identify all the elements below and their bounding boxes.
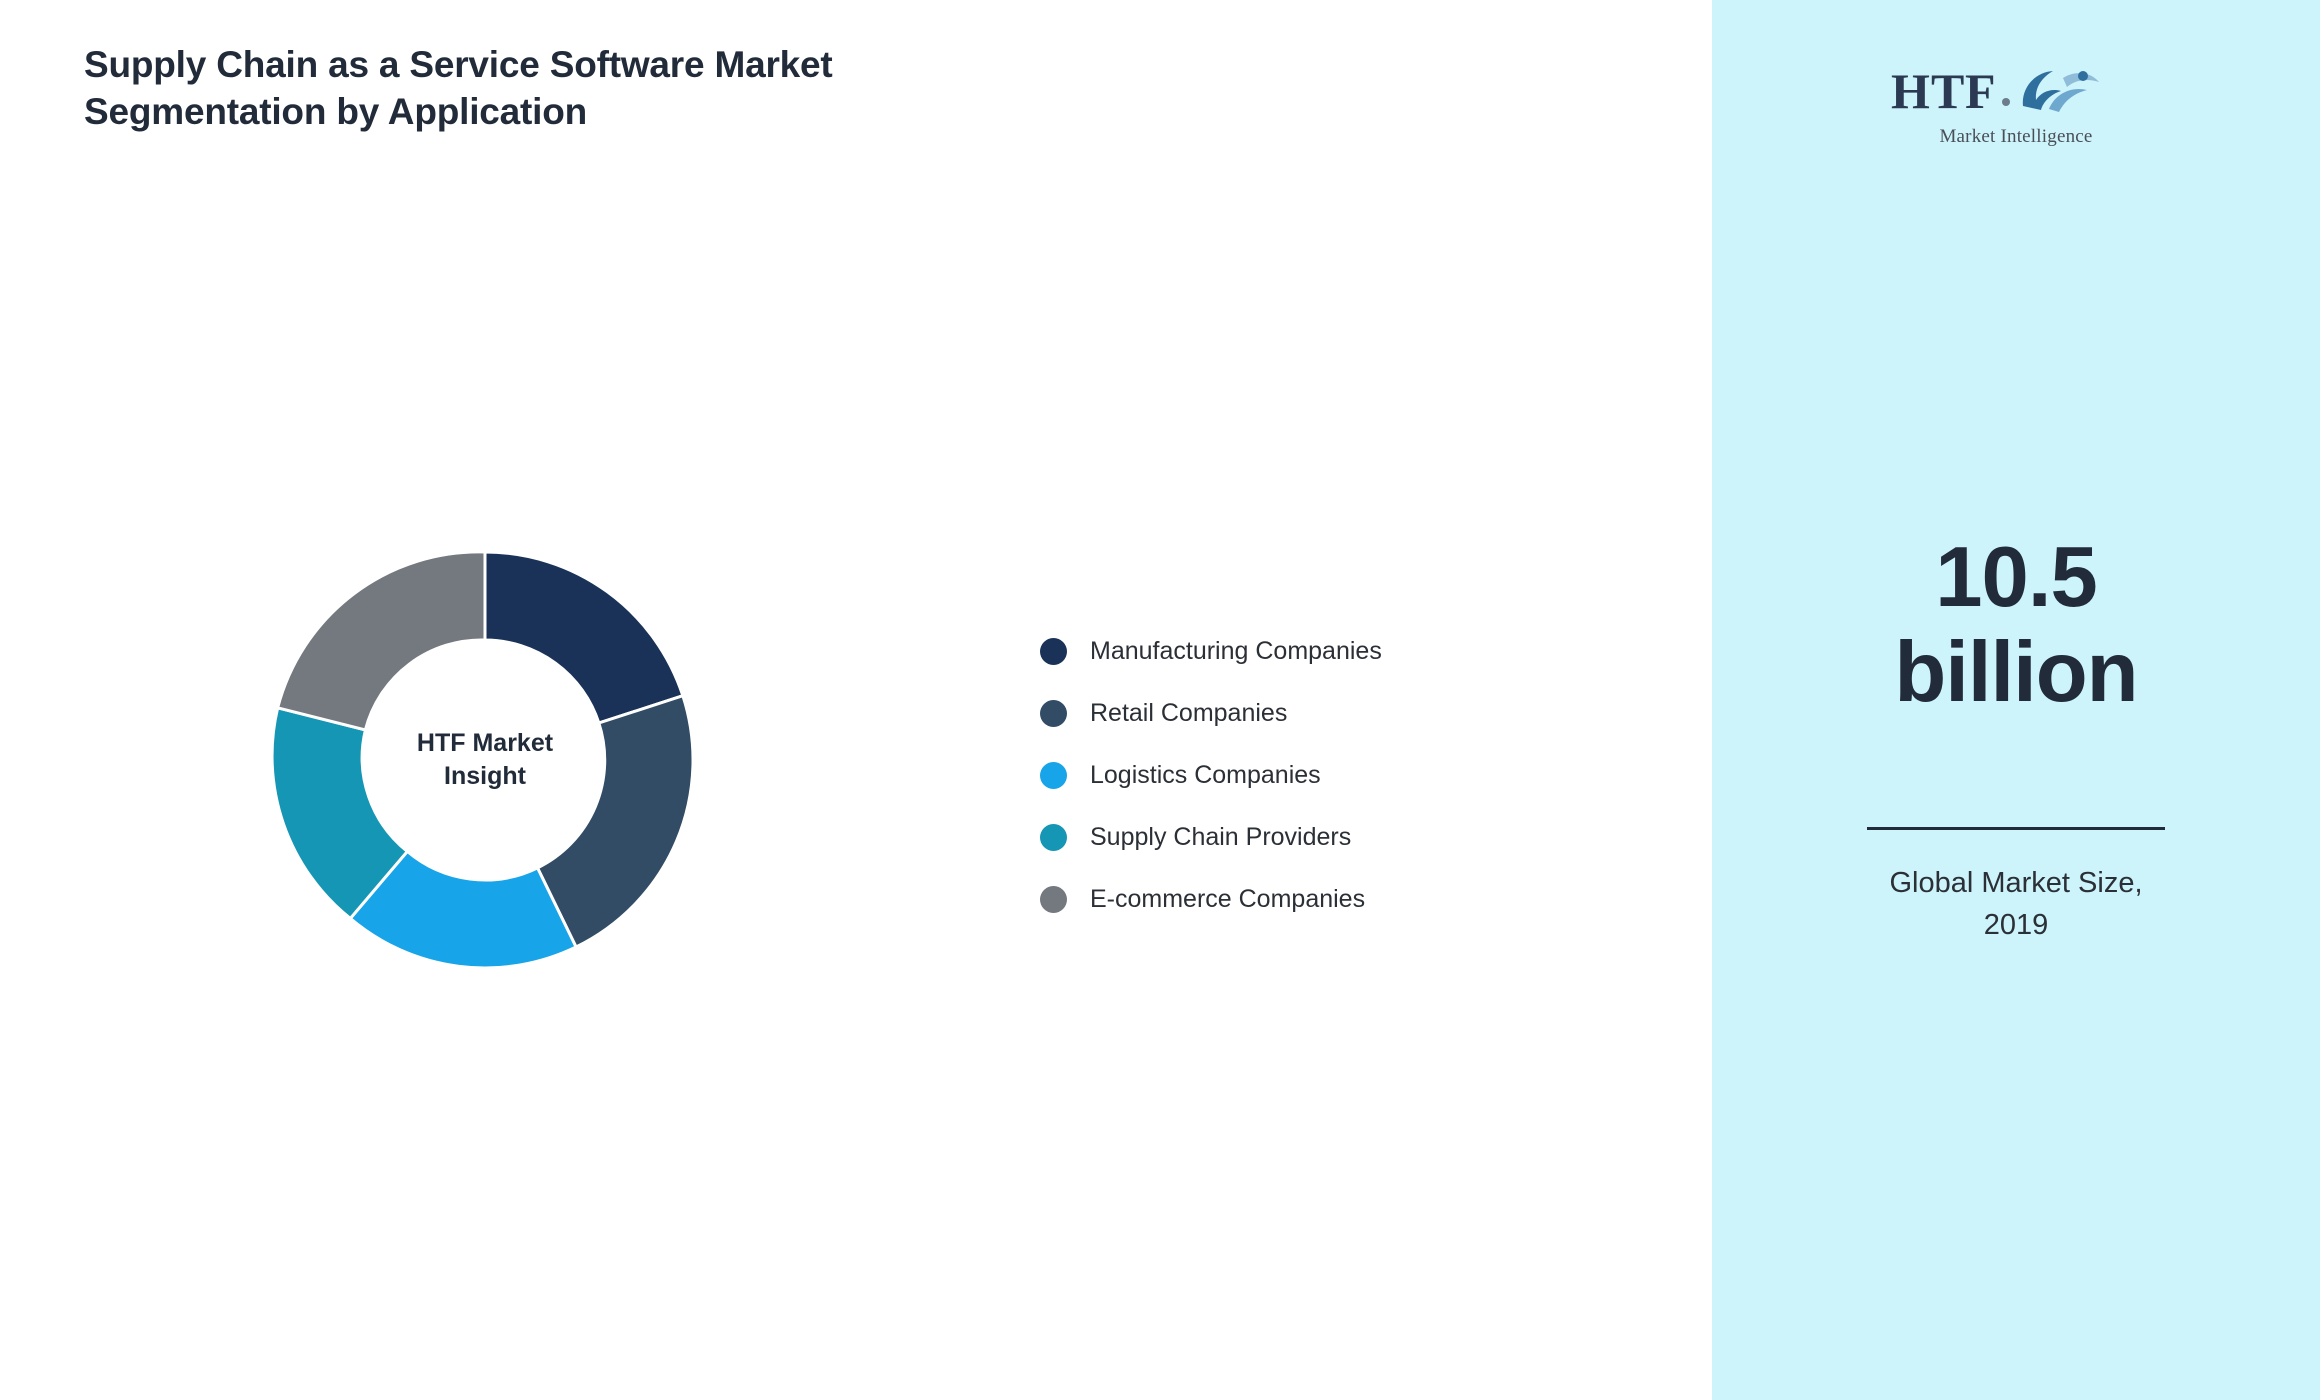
legend-item xyxy=(1040,682,1560,744)
svg-text:H: H xyxy=(1891,63,1930,119)
legend-item xyxy=(1040,806,1560,868)
divider xyxy=(1867,827,2165,830)
legend-item-label: Manufacturing Companies xyxy=(1090,636,1382,665)
pie-slice-retail-companies xyxy=(538,696,693,947)
legend-swatch-icon xyxy=(1040,762,1067,789)
donut-center-label-line1: HTF Market xyxy=(416,728,554,757)
stat-caption-line1: Global Market Size, xyxy=(1889,867,2143,899)
legend-swatch-icon xyxy=(1040,700,1067,727)
legend-item xyxy=(1040,868,1560,930)
stat-value-line2: billion xyxy=(1894,625,2138,721)
legend-swatch-icon xyxy=(1040,886,1067,913)
stat-panel xyxy=(1712,0,2320,1400)
stat-value-line1: 10.5 xyxy=(1935,530,2097,625)
pie-slice-e-commerce-companies xyxy=(278,552,485,730)
donut-center-label-line2: Insight xyxy=(444,762,526,790)
legend-item-label: Retail Companies xyxy=(1090,698,1288,727)
legend-item xyxy=(1040,744,1560,806)
donut-chart xyxy=(202,477,768,1043)
svg-text:T: T xyxy=(1931,63,1965,119)
stat-caption-line2: 2019 xyxy=(1983,909,2049,942)
brand-logo xyxy=(1891,62,2141,148)
htf-dolphin-logo-icon xyxy=(1891,62,2141,124)
legend-item xyxy=(1040,620,1560,682)
stat-caption xyxy=(1766,862,2266,946)
page-title: Supply Chain as a Service Software Market Segmentation by Application xyxy=(84,44,833,132)
svg-text:F: F xyxy=(1965,63,1996,119)
brand-logo-subtitle: Market Intelligence xyxy=(1939,126,2093,147)
legend-item-label: Supply Chain Providers xyxy=(1090,822,1352,851)
legend-swatch-icon xyxy=(1040,824,1067,851)
pie-slice-manufacturing-companies xyxy=(485,552,683,723)
chart-legend xyxy=(1040,620,1560,930)
legend-item-label: Logistics Companies xyxy=(1090,760,1321,789)
donut-chart-svg xyxy=(202,477,768,1043)
legend-item-label: E-commerce Companies xyxy=(1090,884,1366,913)
legend-swatch-icon xyxy=(1040,638,1067,665)
stat-value xyxy=(1712,530,2320,720)
